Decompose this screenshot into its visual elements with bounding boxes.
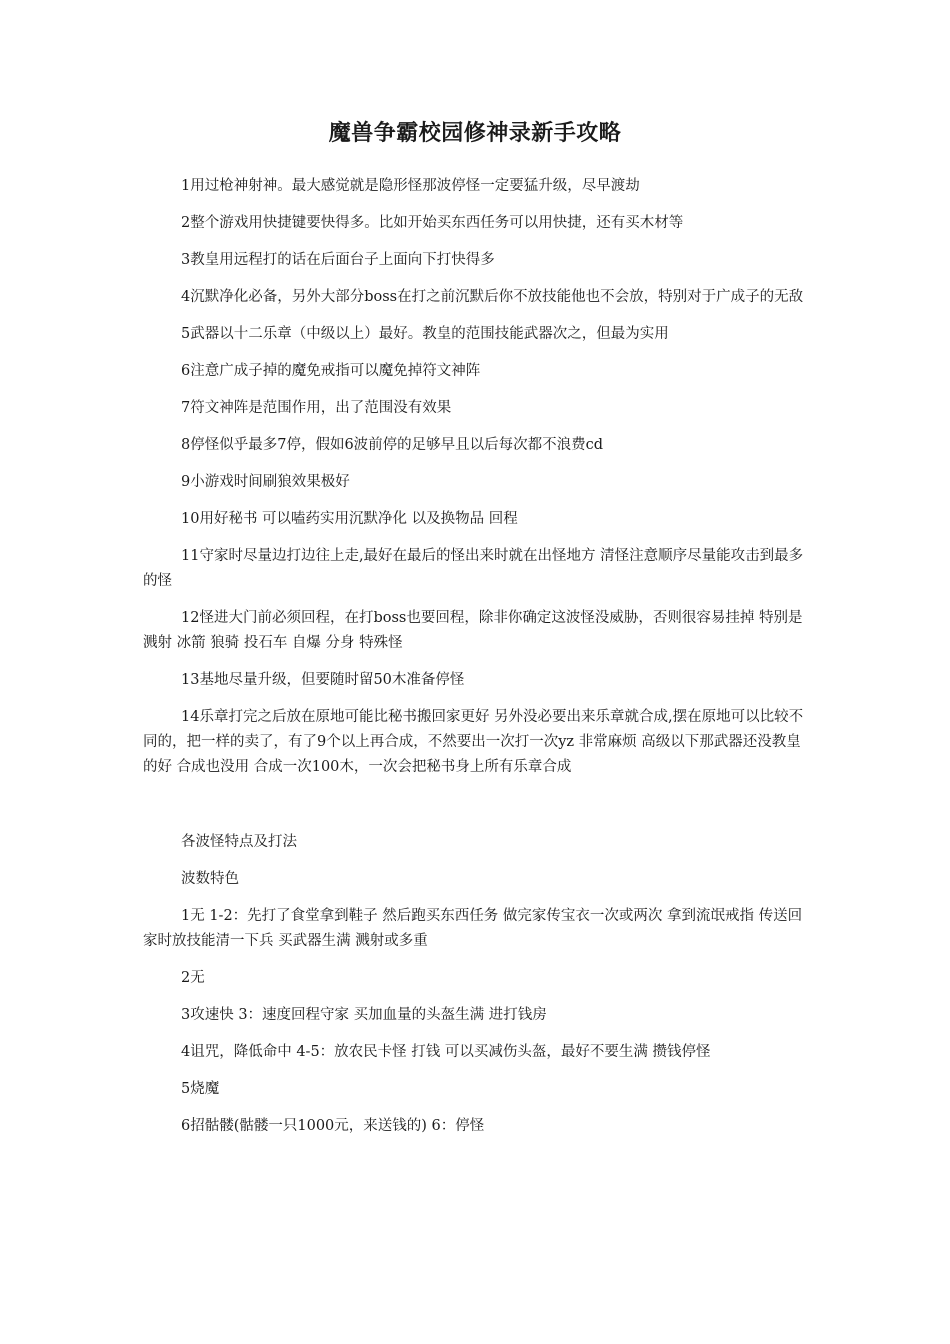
tip-paragraph: 7符文神阵是范围作用，出了范围没有效果 — [181, 400, 452, 416]
tip-paragraph: 12怪进大门前必须回程，在打boss也要回程，除非你确定这波怪没威胁，否则很容易挂掉 特别是溅射 冰箭 狼骑 投石车 自爆 分身 特殊怪 — [143, 610, 803, 651]
tip-paragraph: 2整个游戏用快捷键要快得多。比如开始买东西任务可以用快捷，还有买木材等 — [181, 215, 684, 231]
tip-paragraph: 9小游戏时间刷狼效果极好 — [181, 474, 350, 490]
tip-paragraph: 13基地尽量升级，但要随时留50木准备停怪 — [181, 672, 465, 688]
tip-paragraph: 3教皇用远程打的话在后面台子上面向下打快得多 — [181, 252, 495, 268]
section-heading: 各波怪特点及打法 — [181, 834, 297, 850]
tip-paragraph: 6注意广成子掉的魔免戒指可以魔免掉符文神阵 — [181, 363, 481, 379]
wave-paragraph: 4诅咒，降低命中 4-5：放农民卡怪 打钱 可以买减伤头盔，最好不要生满 攒钱停怪 — [181, 1044, 711, 1060]
wave-paragraph: 2无 — [181, 970, 205, 986]
tip-paragraph: 4沉默净化必备，另外大部分boss在打之前沉默后你不放技能他也不会放，特别对于广成子的无敌 — [181, 289, 804, 305]
tip-paragraph: 10用好秘书 可以嗑药实用沉默净化 以及换物品 回程 — [181, 511, 518, 527]
tip-paragraph: 8停怪似乎最多7停，假如6波前停的足够早且以后每次都不浪费cd — [181, 437, 604, 453]
document-title: 魔兽争霸校园修神录新手攻略 — [328, 121, 622, 146]
wave-paragraph: 3攻速快 3：速度回程守家 买加血量的头盔生满 进打钱房 — [181, 1007, 547, 1023]
section-spacer — [143, 792, 809, 830]
wave-paragraph: 5烧魔 — [181, 1081, 220, 1097]
tip-paragraph: 1用过枪神射神。最大感觉就是隐形怪那波停怪一定要猛升级，尽早渡劫 — [181, 178, 640, 194]
table-heading: 波数特色 — [181, 871, 239, 887]
tip-paragraph: 11守家时尽量边打边往上走,最好在最后的怪出来时就在出怪地方 清怪注意顺序尽量能攻击到最多的怪 — [143, 548, 804, 589]
tip-paragraph: 14乐章打完之后放在原地可能比秘书搬回家更好 另外没必要出来乐章就合成,摆在原地可以比较不同的，把一样的卖了，有了9个以上再合成，不然要出一次打一次yz 非常麻烦 高级以下那武器还没教皇的好 合成也没用 合成一次100木，一次会把秘书身上所有乐章合成 — [143, 709, 804, 775]
tip-paragraph: 5武器以十二乐章（中级以上）最好。教皇的范围技能武器次之，但最为实用 — [181, 326, 669, 342]
wave-paragraph: 1无 1-2：先打了食堂拿到鞋子 然后跑买东西任务 做完家传宝衣一次或两次 拿到流氓戒指 传送回家时放技能清一下兵 买武器生满 溅射或多重 — [143, 908, 803, 949]
document-body — [143, 174, 809, 1151]
wave-paragraph: 6招骷髅(骷髅一只1000元，来送钱的) 6：停怪 — [181, 1118, 485, 1134]
